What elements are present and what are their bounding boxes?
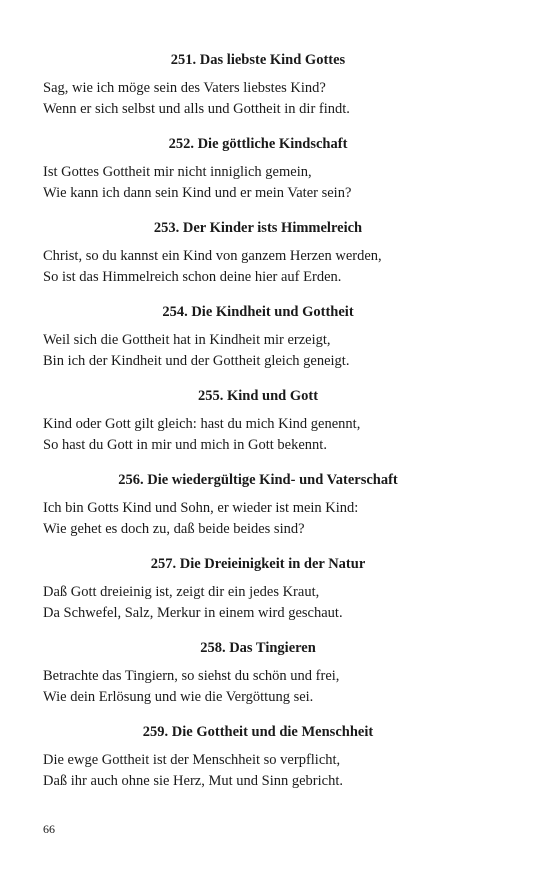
poem-body [43,162,473,204]
poem-251 [43,51,473,120]
poem-line: So hast du Gott in mir und mich in Gott bekennt. [43,437,327,453]
poem-line: Christ, so du kannst ein Kind von ganzem Herzen werden, [43,248,382,264]
poem-257 [43,555,473,624]
poem-body [43,666,473,708]
poem-title: 256. Die wiedergültige Kind- und Vaterschaft [118,472,398,488]
poem-259 [43,723,473,792]
poem-title: 254. Die Kindheit und Gottheit [162,304,354,320]
poem-line: Ist Gottes Gottheit mir nicht inniglich gemein, [43,164,312,180]
poem-title: 257. Die Dreieinigkeit in der Natur [150,556,366,572]
poem-256 [43,471,473,540]
poem-line: Die ewge Gottheit ist der Menschheit so verpflicht, [43,752,341,768]
poem-line: Sag, wie ich möge sein des Vaters liebstes Kind? [43,80,326,96]
poem-line: Da Schwefel, Salz, Merkur in einem wird geschaut. [43,605,343,621]
poem-line: Wie gehet es doch zu, daß beide beides sind? [43,521,305,537]
poem-line: Betrachte das Tingiern, so siehst du schön und frei, [43,668,340,684]
poem-line: Weil sich die Gottheit hat in Kindheit mir erzeigt, [43,332,331,348]
poem-title: 253. Der Kinder ists Himmelreich [153,220,363,236]
page-number: 66 [43,822,55,836]
poem-line: Daß ihr auch ohne sie Herz, Mut und Sinn gebricht. [43,773,343,789]
poem-title: 255. Kind und Gott [197,388,319,404]
poem-body [43,330,473,372]
poem-title: 251. Das liebste Kind Gottes [170,52,346,68]
poem-255 [43,387,473,456]
poem-title: 258. Das Tingieren [200,640,316,656]
poem-line: Wenn er sich selbst und alls und Gottheit in dir findt. [43,101,350,117]
poem-258 [43,639,473,708]
poem-body [43,582,473,624]
poem-title: 259. Die Gottheit und die Menschheit [142,724,374,740]
poem-254 [43,303,473,372]
poem-body [43,246,473,288]
poem-line: Daß Gott dreieinig ist, zeigt dir ein jedes Kraut, [43,584,320,600]
poem-252 [43,135,473,204]
poem-body [43,498,473,540]
poem-line: Wie kann ich dann sein Kind und er mein Vater sein? [43,185,352,201]
poem-line: Ich bin Gotts Kind und Sohn, er wieder ist mein Kind: [43,500,359,516]
poem-line: Kind oder Gott gilt gleich: hast du mich Kind genennt, [43,416,361,432]
poem-line: Bin ich der Kindheit und der Gottheit gleich geneigt. [43,353,350,369]
poem-body [43,414,473,456]
poem-title: 252. Die göttliche Kindschaft [168,136,348,152]
poem-line: So ist das Himmelreich schon deine hier auf Erden. [43,269,342,285]
poem-body [43,750,473,792]
poem-line: Wie dein Erlösung und wie die Vergöttung sei. [43,689,314,705]
poem-body [43,78,473,120]
poem-253 [43,219,473,288]
